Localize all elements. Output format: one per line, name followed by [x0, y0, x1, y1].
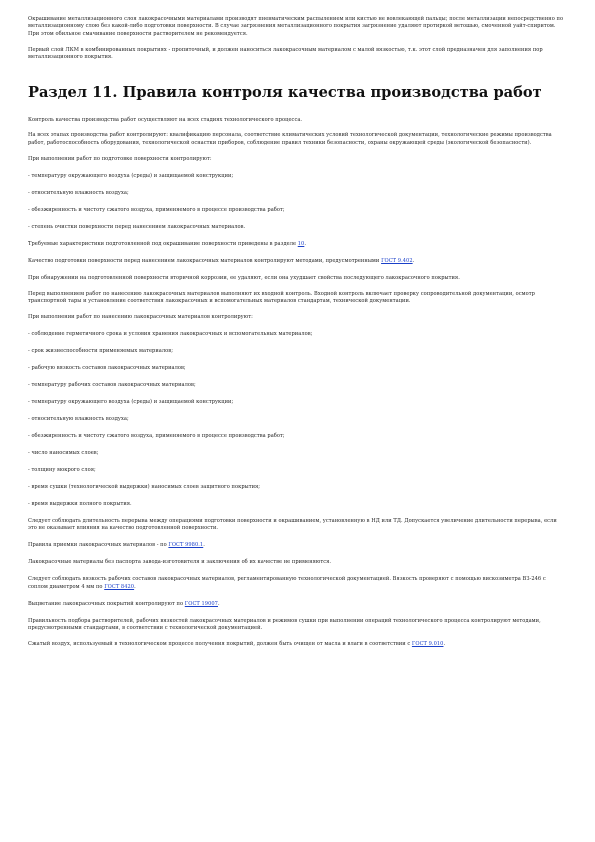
paragraph-prep-quality: Качество подготовки поверхности перед нанесением лакокрасочных материалов контролируют методами, предусмотренными ГОСТ 9.402.: [28, 257, 415, 264]
section-10-link[interactable]: 10: [297, 240, 305, 247]
list-item: - срок жизнеспособности применяемых материалов;: [28, 347, 173, 354]
gost-9402-link[interactable]: ГОСТ 9.402: [381, 257, 413, 264]
list-item: - температуру окружающего воздуха (среды) и защищаемой конструкции;: [28, 172, 234, 179]
paragraph-required-characteristics: Требуемые характеристики подготовленной под окрашивание поверхности приведены в разделе 10.: [28, 240, 306, 247]
list-item: - время сушки (технологической выдержки) наносимых слоев защитного покрытия;: [28, 483, 261, 490]
list-item: - степень очистки поверхности перед нанесением лакокрасочных материалов.: [28, 223, 246, 230]
list-item: - относительную влажность воздуха;: [28, 189, 129, 196]
intro-paragraph-2: Первый слой ЛКМ в комбинированных покрытиях - пропиточный, и должен наноситься лакокрасочным материалом с малой вязкостью, т.к. этот слой предназначен для заполнения пор металлизационного покрытия.: [28, 46, 543, 61]
list-item: - число наносимых слоев;: [28, 449, 99, 456]
paragraph-control-all-stages: На всех этапах производства работ контролируют: квалификацию персонала, соответствие климатических условий технологической документации, технологические режимы производства работ, работоспособность оборудования, технологической оснастки приборов, соблюдение правил техники безопасности, охраны окружающей среды (экологической безопасности).: [28, 132, 552, 146]
paragraph-solvents: Правильность подбора растворителей, рабочих вязкостей лакокрасочных материалов и режимов сушки при выполнении операций технологического процесса контролируют методами, предусмотренными стандартами, в соответствии с технологической документацией.: [28, 617, 541, 632]
section-title: Раздел 11. Правила контроля качества производства работ: [28, 83, 542, 101]
gost-9010-link[interactable]: ГОСТ 9.010: [411, 641, 444, 648]
paragraph-viscosity: Следует соблюдать вязкость рабочих составов лакокрасочных материалов, регламентированную технологической документацией. Вязкость проверяют с помощью вискозиметра ВЗ-246 с соплом диаметром 4 мм по ГОСТ 8420.: [28, 576, 546, 590]
paragraph-input-control: Перед выполнением работ по нанесению лакокрасочных материалов выполняют их входной контроль. Входной контроль включает проверку сопроводительной документации, осмотр транспортной тары и установление соответствия лакокрасочных и вспомогательных материалов стандартам, технической документации.: [28, 290, 535, 305]
paragraph-no-passport: Лакокрасочные материалы без паспорта завода-изготовителя и заключения об их качестве не применяются.: [28, 559, 332, 566]
list-item: - обезжиренность и чистоту сжатого воздуха, применяемого в процессе производства работ;: [28, 432, 285, 439]
gost-9980-1-link[interactable]: ГОСТ 9980.1: [168, 542, 204, 549]
paragraph-surface-prep-intro: При выполнении работ по подготовке поверхности контролируют:: [28, 155, 212, 162]
list-item: - толщину мокрого слоя;: [28, 466, 96, 473]
paragraph-interval: Следует соблюдать длительность перерыва между операциями подготовки поверхности и окрашиванием, установленную в НД или ТД. Допускается увеличение длительности перерыва, если это не оказывает влияния на качество подготовленной поверхности.: [28, 517, 557, 532]
gost-8420-link[interactable]: ГОСТ 8420: [104, 583, 135, 590]
paragraph-compressed-air: Сжатый воздух, используемый в технологическом процессе получения покрытий, должен быть очищен от масла и влаги в соответствии с ГОСТ 9.010.: [28, 641, 446, 648]
paragraph-control-stages: Контроль качества производства работ осуществляют на всех стадиях технологического процесса.: [28, 116, 303, 123]
list-item: - время выдержки полного покрытия.: [28, 500, 132, 507]
list-item: - соблюдение герметичного срока и условия хранения лакокрасочных и вспомогательных материалов;: [28, 330, 313, 337]
list-item: - относительную влажность воздуха;: [28, 415, 129, 422]
list-item: - температуру рабочих составов лакокрасочных материалов;: [28, 381, 196, 388]
paragraph-fading: Выцветание лакокрасочных покрытий контролируют по ГОСТ 19007.: [28, 600, 220, 607]
paragraph-acceptance-rules: Правила приемки лакокрасочных материалов - по ГОСТ 9980.1.: [28, 542, 205, 549]
gost-19007-link[interactable]: ГОСТ 19007: [184, 600, 218, 607]
list-item: - температуру окружающего воздуха (среды) и защищаемой конструкции;: [28, 398, 234, 405]
list-item: - обезжиренность и чистоту сжатого воздуха, применяемого в процессе производства работ;: [28, 206, 285, 213]
list-item: - рабочую вязкость составов лакокрасочных материалов;: [28, 364, 186, 371]
intro-paragraph-1: Окрашивание металлизационного слоя лакокрасочными материалами производят пневматическим распылением или кистью не вовлекающей пальцы; после металлизации непосредственно по металлизационному слою без какой-либо подготовки поверхности. В случае загрязнения металлизационного покрытия загрязнение удаляют протиркой ветошью, смоченной уайт-спиритом. При этом обильное смачивание поверхности растворителем не рекомендуется.: [28, 16, 564, 37]
paragraph-paint-application-intro: При выполнении работ по нанесению лакокрасочных материалов контролируют:: [28, 313, 253, 320]
paragraph-secondary-corrosion: При обнаружении на подготовленной поверхности вторичной коррозии, ее удаляют, если она ухудшает свойства последующего лакокрасочного покрытия.: [28, 274, 460, 281]
